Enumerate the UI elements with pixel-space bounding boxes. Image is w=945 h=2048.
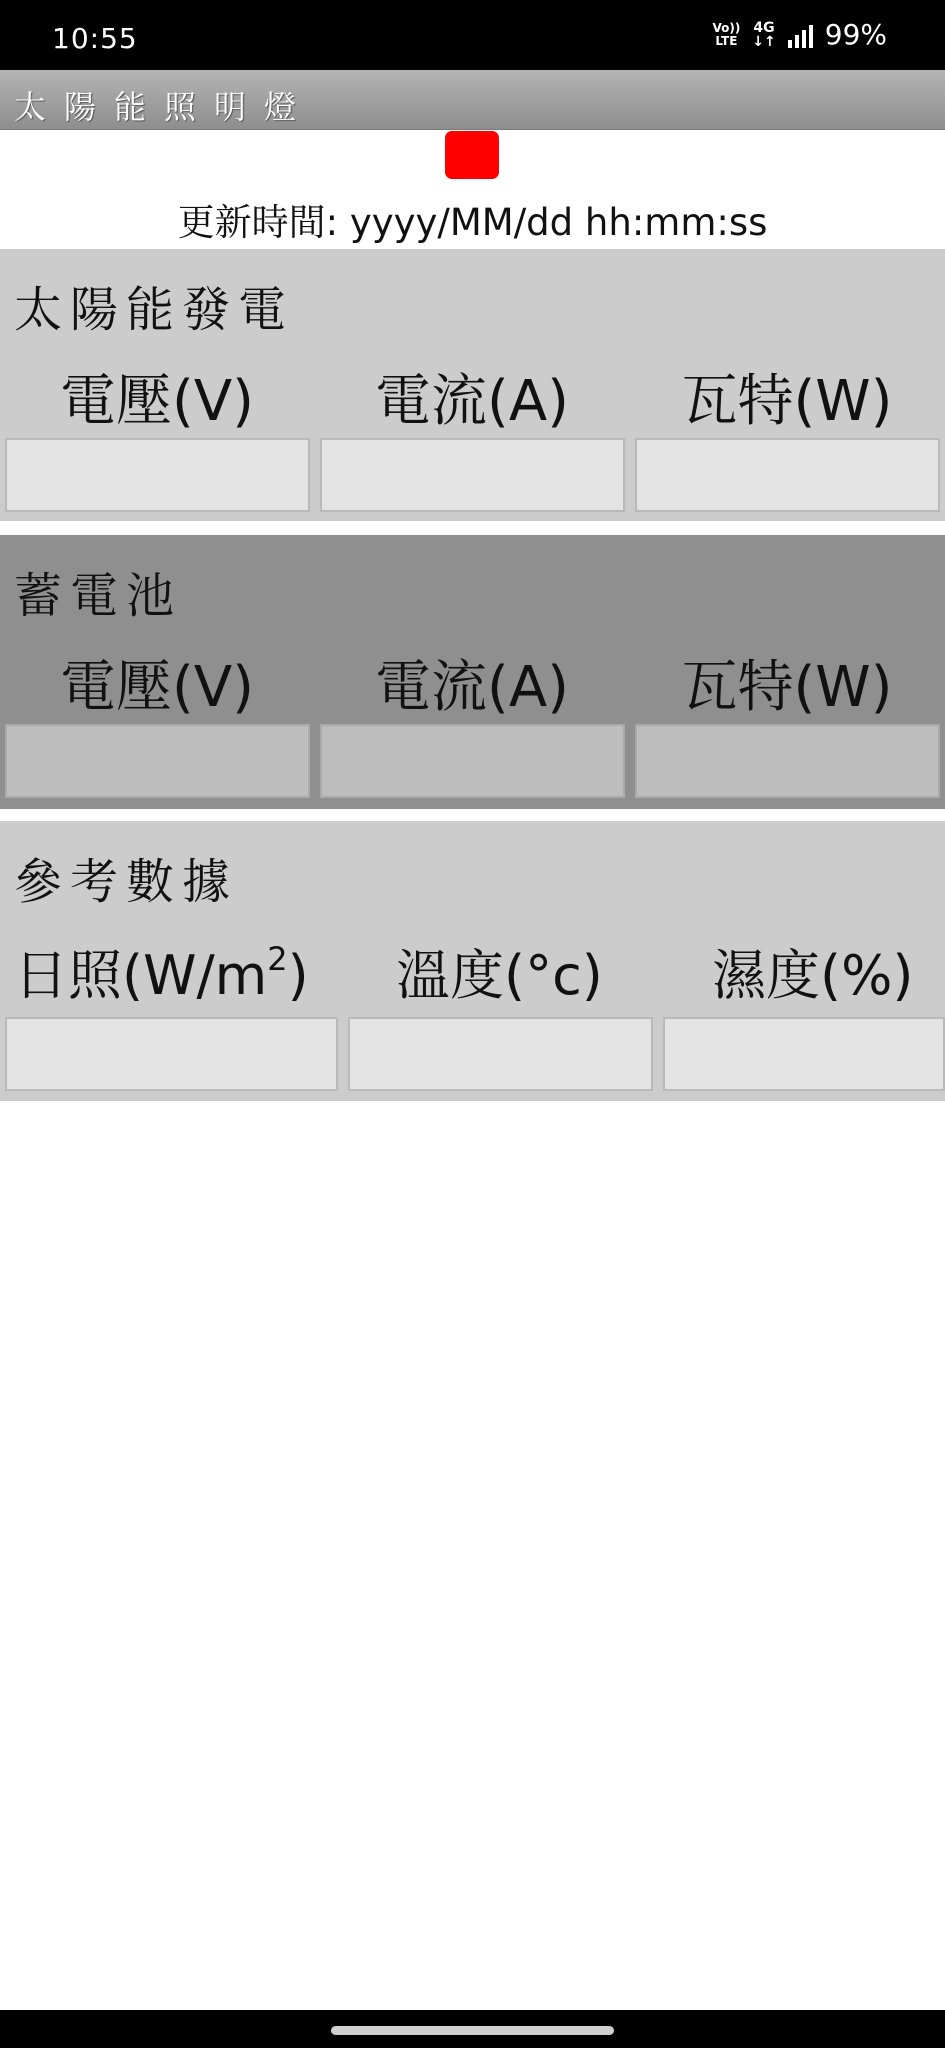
- humidity-label: 濕度(%): [712, 944, 914, 1007]
- navigation-bar: [0, 2010, 945, 2048]
- battery-current-value: [320, 724, 625, 798]
- battery-percentage: 99%: [824, 18, 887, 51]
- reference-section: [0, 821, 945, 1101]
- app-title: 太陽能照明燈: [14, 88, 315, 126]
- battery-watt-label: 瓦特(W): [681, 655, 893, 720]
- temperature-label: 溫度(°c): [396, 944, 603, 1007]
- solar-voltage-value: [5, 438, 310, 512]
- humidity-value: [663, 1017, 945, 1091]
- solar-voltage-label: 電壓(V): [59, 369, 254, 434]
- solar-watt-value: [635, 438, 940, 512]
- signal-strength-icon: [788, 22, 813, 48]
- battery-title: 蓄電池: [14, 568, 183, 624]
- sunlight-value: [5, 1017, 338, 1091]
- battery-section: [0, 535, 945, 809]
- solar-current-label: 電流(A): [374, 369, 569, 434]
- update-time: 更新時間: yyyy/MM/dd hh:mm:ss: [177, 201, 768, 244]
- volte-icon: Vo)) LTE: [712, 20, 741, 48]
- home-gesture-handle[interactable]: [331, 2026, 614, 2035]
- solar-watt-label: 瓦特(W): [681, 369, 893, 434]
- status-icons: [712, 18, 887, 51]
- solar-section: [0, 249, 945, 521]
- temperature-value: [348, 1017, 653, 1091]
- solar-current-value: [320, 438, 625, 512]
- battery-current-label: 電流(A): [374, 655, 569, 720]
- battery-watt-value: [635, 724, 940, 798]
- sunlight-label: 日照$(W/m^2)$: [14, 940, 309, 1007]
- connection-status-indicator: [445, 131, 499, 179]
- solar-title: 太陽能發電: [14, 282, 295, 338]
- status-bar: [0, 0, 945, 70]
- battery-voltage-label: 電壓(V): [59, 655, 254, 720]
- network-type-icon: 4G ↓↑: [752, 19, 776, 50]
- status-time: 10:55: [52, 22, 138, 55]
- battery-voltage-value: [5, 724, 310, 798]
- reference-title: 參考數據: [14, 854, 239, 910]
- app-bar: [0, 70, 945, 130]
